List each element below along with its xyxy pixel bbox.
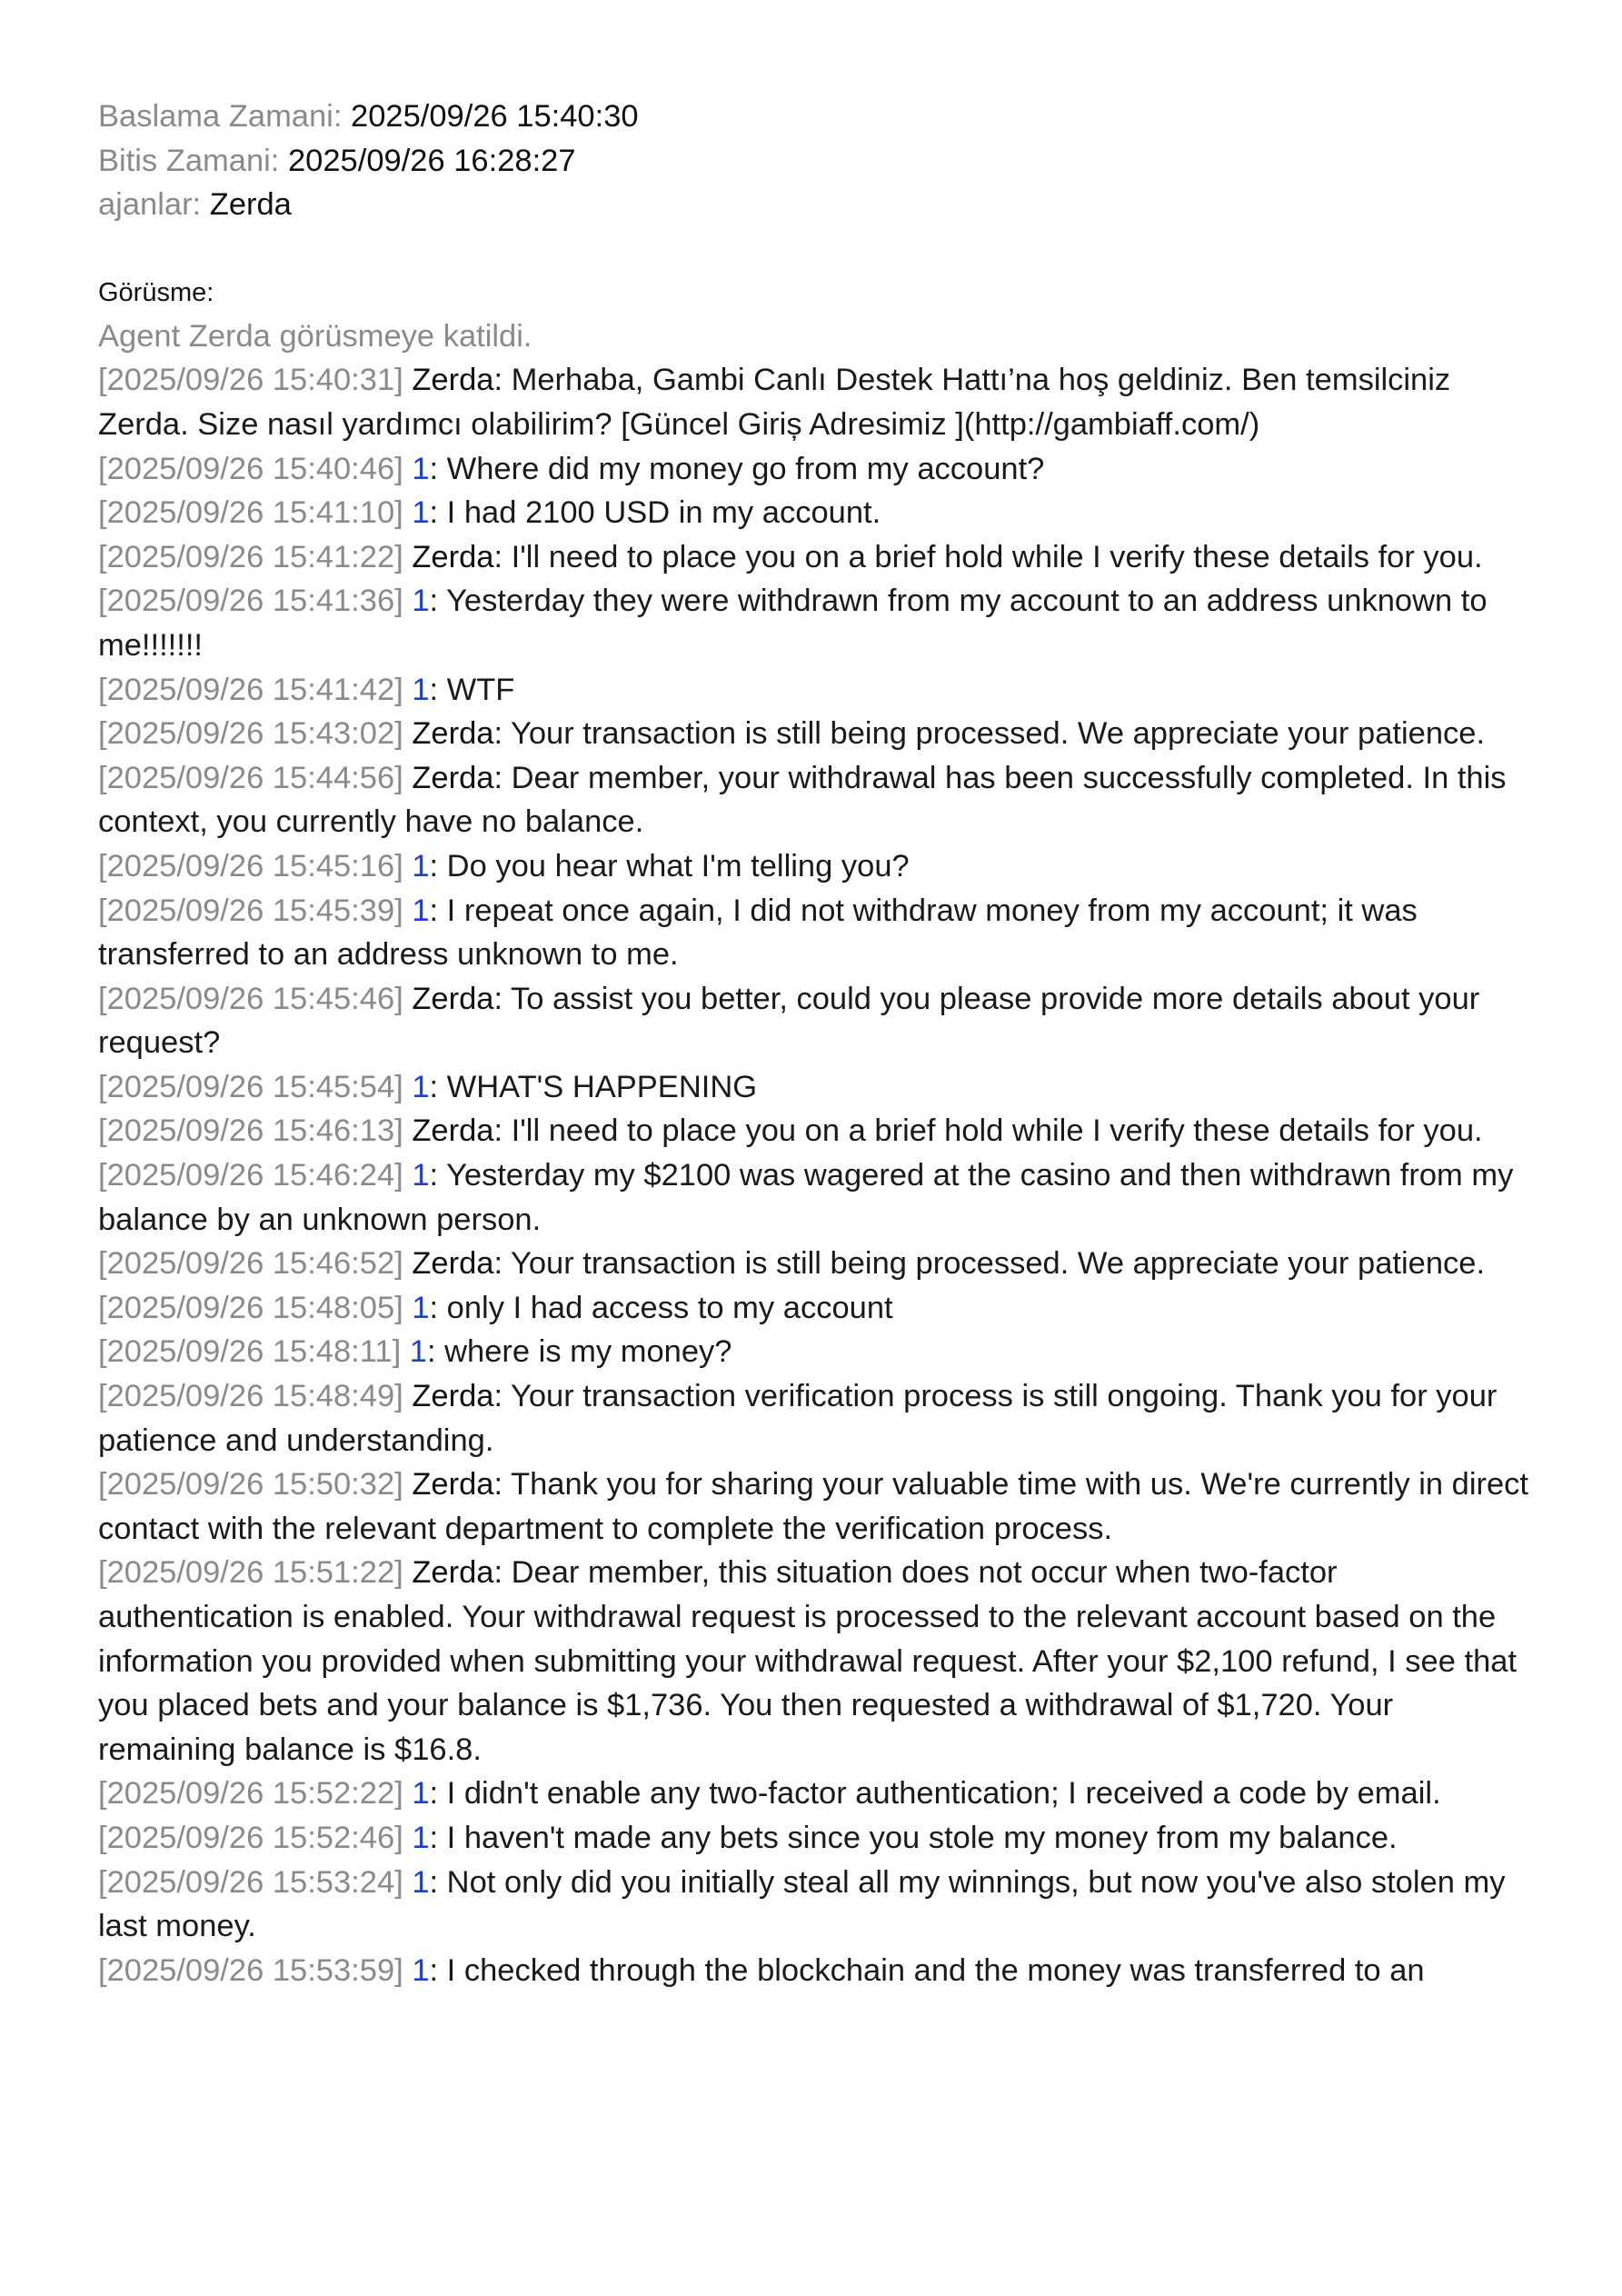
message-text: I checked through the blockchain and the money was transferred to an [446,1952,1425,1988]
message-text: WTF [446,672,515,707]
message-sender: Zerda [412,1555,494,1591]
message-text: I didn't enable any two-factor authentication; I received a code by email. [446,1776,1441,1812]
message-row: [2025/09/26 15:53:59] 1: I checked through the blockchain and the money was transferred to an [98,1952,1425,1988]
message-sender: 1 [412,893,430,928]
message-sender: 1 [412,451,430,486]
agents-row [98,183,1534,227]
message-row: [2025/09/26 15:46:13] Zerda: I'll need to place you on a brief hold while I verify these details for you. [98,1113,1483,1149]
message-sender: 1 [412,584,430,619]
message-sender: Zerda [412,1113,494,1149]
message-row: [2025/09/26 15:48:05] 1: only I had access to my account [98,1290,893,1325]
message-sender: 1 [412,1069,430,1104]
chat-transcript-page [98,95,1534,1992]
message-timestamp: [2025/09/26 15:48:05] [98,1290,403,1325]
message-row: [2025/09/26 15:41:42] 1: WTF [98,672,515,707]
message-row: [2025/09/26 15:46:24] 1: Yesterday my $2100 was wagered at the casino and then withdrawn from my balance by an unknown person. [98,1158,1514,1237]
start-time-value: 2025/09/26 15:40:30 [351,99,639,134]
message-text: Not only did you initially steal all my winnings, but now you've also stolen my last money. [98,1864,1506,1944]
message-timestamp: [2025/09/26 15:51:22] [98,1555,403,1591]
message-list [98,358,1534,1992]
message-timestamp: [2025/09/26 15:41:36] [98,584,403,619]
message-sender: 1 [412,1290,430,1325]
message-row: [2025/09/26 15:50:32] Zerda: Thank you for sharing your valuable time with us. We're currently in direct contact with the relevant department to complete the verification process. [98,1467,1529,1546]
message-timestamp: [2025/09/26 15:40:31] [98,363,403,398]
message-row: [2025/09/26 15:45:46] Zerda: To assist you better, could you please provide more details about your request? [98,981,1480,1061]
message-timestamp: [2025/09/26 15:45:16] [98,848,403,883]
agents-label: ajanlar: [98,187,202,223]
message-text: only I had access to my account [446,1290,893,1325]
message-sender: Zerda [412,981,494,1016]
message-text: Your transaction is still being processed. We appreciate your patience. [511,1246,1486,1282]
message-text: Your transaction is still being processed. We appreciate your patience. [511,716,1486,752]
message-timestamp: [2025/09/26 15:46:52] [98,1246,403,1282]
message-sender: Zerda [412,716,494,752]
message-timestamp: [2025/09/26 15:41:22] [98,539,403,574]
message-sender: Zerda [412,1467,494,1502]
message-row: [2025/09/26 15:40:46] 1: Where did my money go from my account? [98,451,1045,486]
message-timestamp: [2025/09/26 15:45:46] [98,981,403,1016]
message-timestamp: [2025/09/26 15:46:24] [98,1158,403,1193]
message-row: [2025/09/26 15:51:22] Zerda: Dear member, this situation does not occur when two-factor authentication is enabled. Your withdrawal request is processed to the relevant account based on the information you provided when submitting your withdrawal request. After your $2,100 refund, I see that you placed bets and your balance is $1,736. You then requested a withdrawal of $1,720. Your remaining balance is $16.8. [98,1555,1518,1767]
message-timestamp: [2025/09/26 15:52:22] [98,1776,403,1812]
message-timestamp: [2025/09/26 15:43:02] [98,716,403,752]
message-sender: Zerda [412,760,494,795]
message-row: [2025/09/26 15:45:54] 1: WHAT'S HAPPENING [98,1069,758,1104]
message-timestamp: [2025/09/26 15:48:11] [98,1334,402,1370]
message-sender: Zerda [412,1379,494,1414]
agents-value: Zerda [209,187,292,223]
message-timestamp: [2025/09/26 15:41:42] [98,672,403,707]
message-sender: 1 [412,1776,430,1812]
message-sender: 1 [412,1952,430,1988]
system-message: Agent Zerda görüsmeye katildi. [98,318,532,354]
message-row: [2025/09/26 15:45:39] 1: I repeat once again, I did not withdraw money from my account; it was transferred to an address unknown to me. [98,893,1418,973]
message-text: I'll need to place you on a brief hold while I verify these details for you. [511,1113,1483,1149]
message-text: Your transaction verification process is still ongoing. Thank you for your patience and understanding. [98,1379,1498,1458]
message-row: [2025/09/26 15:48:11] 1: where is my money? [98,1334,732,1370]
message-sender: Zerda [412,363,494,398]
message-text: I repeat once again, I did not withdraw money from my account; it was transferred to an address unknown to me. [98,893,1418,973]
end-time-label: Bitis Zamani: [98,143,280,178]
message-timestamp: [2025/09/26 15:53:24] [98,1864,403,1900]
message-text: Where did my money go from my account? [446,451,1045,486]
message-row: [2025/09/26 15:52:46] 1: I haven't made any bets since you stole my money from my balance. [98,1820,1398,1855]
message-row: [2025/09/26 15:41:36] 1: Yesterday they were withdrawn from my account to an address unknown to me!!!!!!! [98,584,1488,663]
message-text: Dear member, your withdrawal has been successfully completed. In this context, you currently have no balance. [98,760,1507,840]
message-row: [2025/09/26 15:43:02] Zerda: Your transaction is still being processed. We appreciate your patience. [98,716,1486,752]
message-sender: Zerda [412,539,494,574]
conversation-title: Görüsme: [98,277,214,307]
message-sender: 1 [412,1820,430,1855]
message-row: [2025/09/26 15:41:22] Zerda: I'll need to place you on a brief hold while I verify these details for you. [98,539,1483,574]
message-timestamp: [2025/09/26 15:46:13] [98,1113,403,1149]
message-timestamp: [2025/09/26 15:45:54] [98,1069,403,1104]
message-text: WHAT'S HAPPENING [446,1069,758,1104]
message-row: [2025/09/26 15:40:31] Zerda: Merhaba, Gambi Canlı Destek Hattı’na hoş geldiniz. Ben temsilciniz Zerda. Size nasıl yardımcı olabilirim? [Güncel Giriș Adresimiz ](http://gambiaff.com/) [98,363,1451,442]
message-text: Yesterday they were withdrawn from my account to an address unknown to me!!!!!!! [98,584,1488,663]
end-time-value: 2025/09/26 16:28:27 [287,143,576,178]
message-sender: Zerda [412,1246,494,1282]
message-timestamp: [2025/09/26 15:52:46] [98,1820,403,1855]
message-row: [2025/09/26 15:53:24] 1: Not only did you initially steal all my winnings, but now you've also stolen my last money. [98,1864,1506,1944]
start-time-row [98,95,1534,139]
message-text: I haven't made any bets since you stole my money from my balance. [446,1820,1398,1855]
message-sender: 1 [412,848,430,883]
message-timestamp: [2025/09/26 15:53:59] [98,1952,403,1988]
message-timestamp: [2025/09/26 15:41:10] [98,495,403,531]
message-timestamp: [2025/09/26 15:44:56] [98,760,403,795]
message-sender: 1 [412,672,430,707]
message-timestamp: [2025/09/26 15:48:49] [98,1379,403,1414]
message-text: To assist you better, could you please provide more details about your request? [98,981,1480,1061]
start-time-label: Baslama Zamani: [98,99,343,134]
message-text: I had 2100 USD in my account. [446,495,881,531]
message-sender: 1 [412,495,430,531]
message-text: I'll need to place you on a brief hold while I verify these details for you. [511,539,1483,574]
message-timestamp: [2025/09/26 15:50:32] [98,1467,403,1502]
end-time-row [98,139,1534,184]
message-row: [2025/09/26 15:46:52] Zerda: Your transaction is still being processed. We appreciate your patience. [98,1246,1486,1282]
message-row: [2025/09/26 15:41:10] 1: I had 2100 USD in my account. [98,495,881,531]
message-text: Merhaba, Gambi Canlı Destek Hattı’na hoş geldiniz. Ben temsilciniz Zerda. Size nasıl yardımcı olabilirim? [Güncel Giriș Adresimiz ](http://gambiaff.com/) [98,363,1451,442]
message-row: [2025/09/26 15:48:49] Zerda: Your transaction verification process is still ongoing. Thank you for your patience and understanding. [98,1379,1498,1458]
message-sender: 1 [412,1158,430,1193]
message-text: where is my money? [444,1334,732,1370]
message-timestamp: [2025/09/26 15:45:39] [98,893,403,928]
message-row: [2025/09/26 15:52:22] 1: I didn't enable any two-factor authentication; I received a code by email. [98,1776,1441,1812]
message-text: Dear member, this situation does not occur when two-factor authentication is enabled. Your withdrawal request is processed to the relevant account based on the information you provided when submitting your withdrawal request. After your $2,100 refund, I see that you placed bets and your balance is $1,736. You then requested a withdrawal of $1,720. Your remaining balance is $16.8. [98,1555,1518,1767]
message-row: [2025/09/26 15:44:56] Zerda: Dear member, your withdrawal has been successfully completed. In this context, you currently have no balance. [98,760,1507,840]
message-text: Yesterday my $2100 was wagered at the casino and then withdrawn from my balance by an unknown person. [98,1158,1514,1237]
message-row: [2025/09/26 15:45:16] 1: Do you hear what I'm telling you? [98,848,910,883]
message-text: Thank you for sharing your valuable time with us. We're currently in direct contact with the relevant department to complete the verification process. [98,1467,1529,1546]
message-text: Do you hear what I'm telling you? [446,848,910,883]
message-sender: 1 [409,1334,427,1370]
message-timestamp: [2025/09/26 15:40:46] [98,451,403,486]
message-sender: 1 [412,1864,430,1900]
